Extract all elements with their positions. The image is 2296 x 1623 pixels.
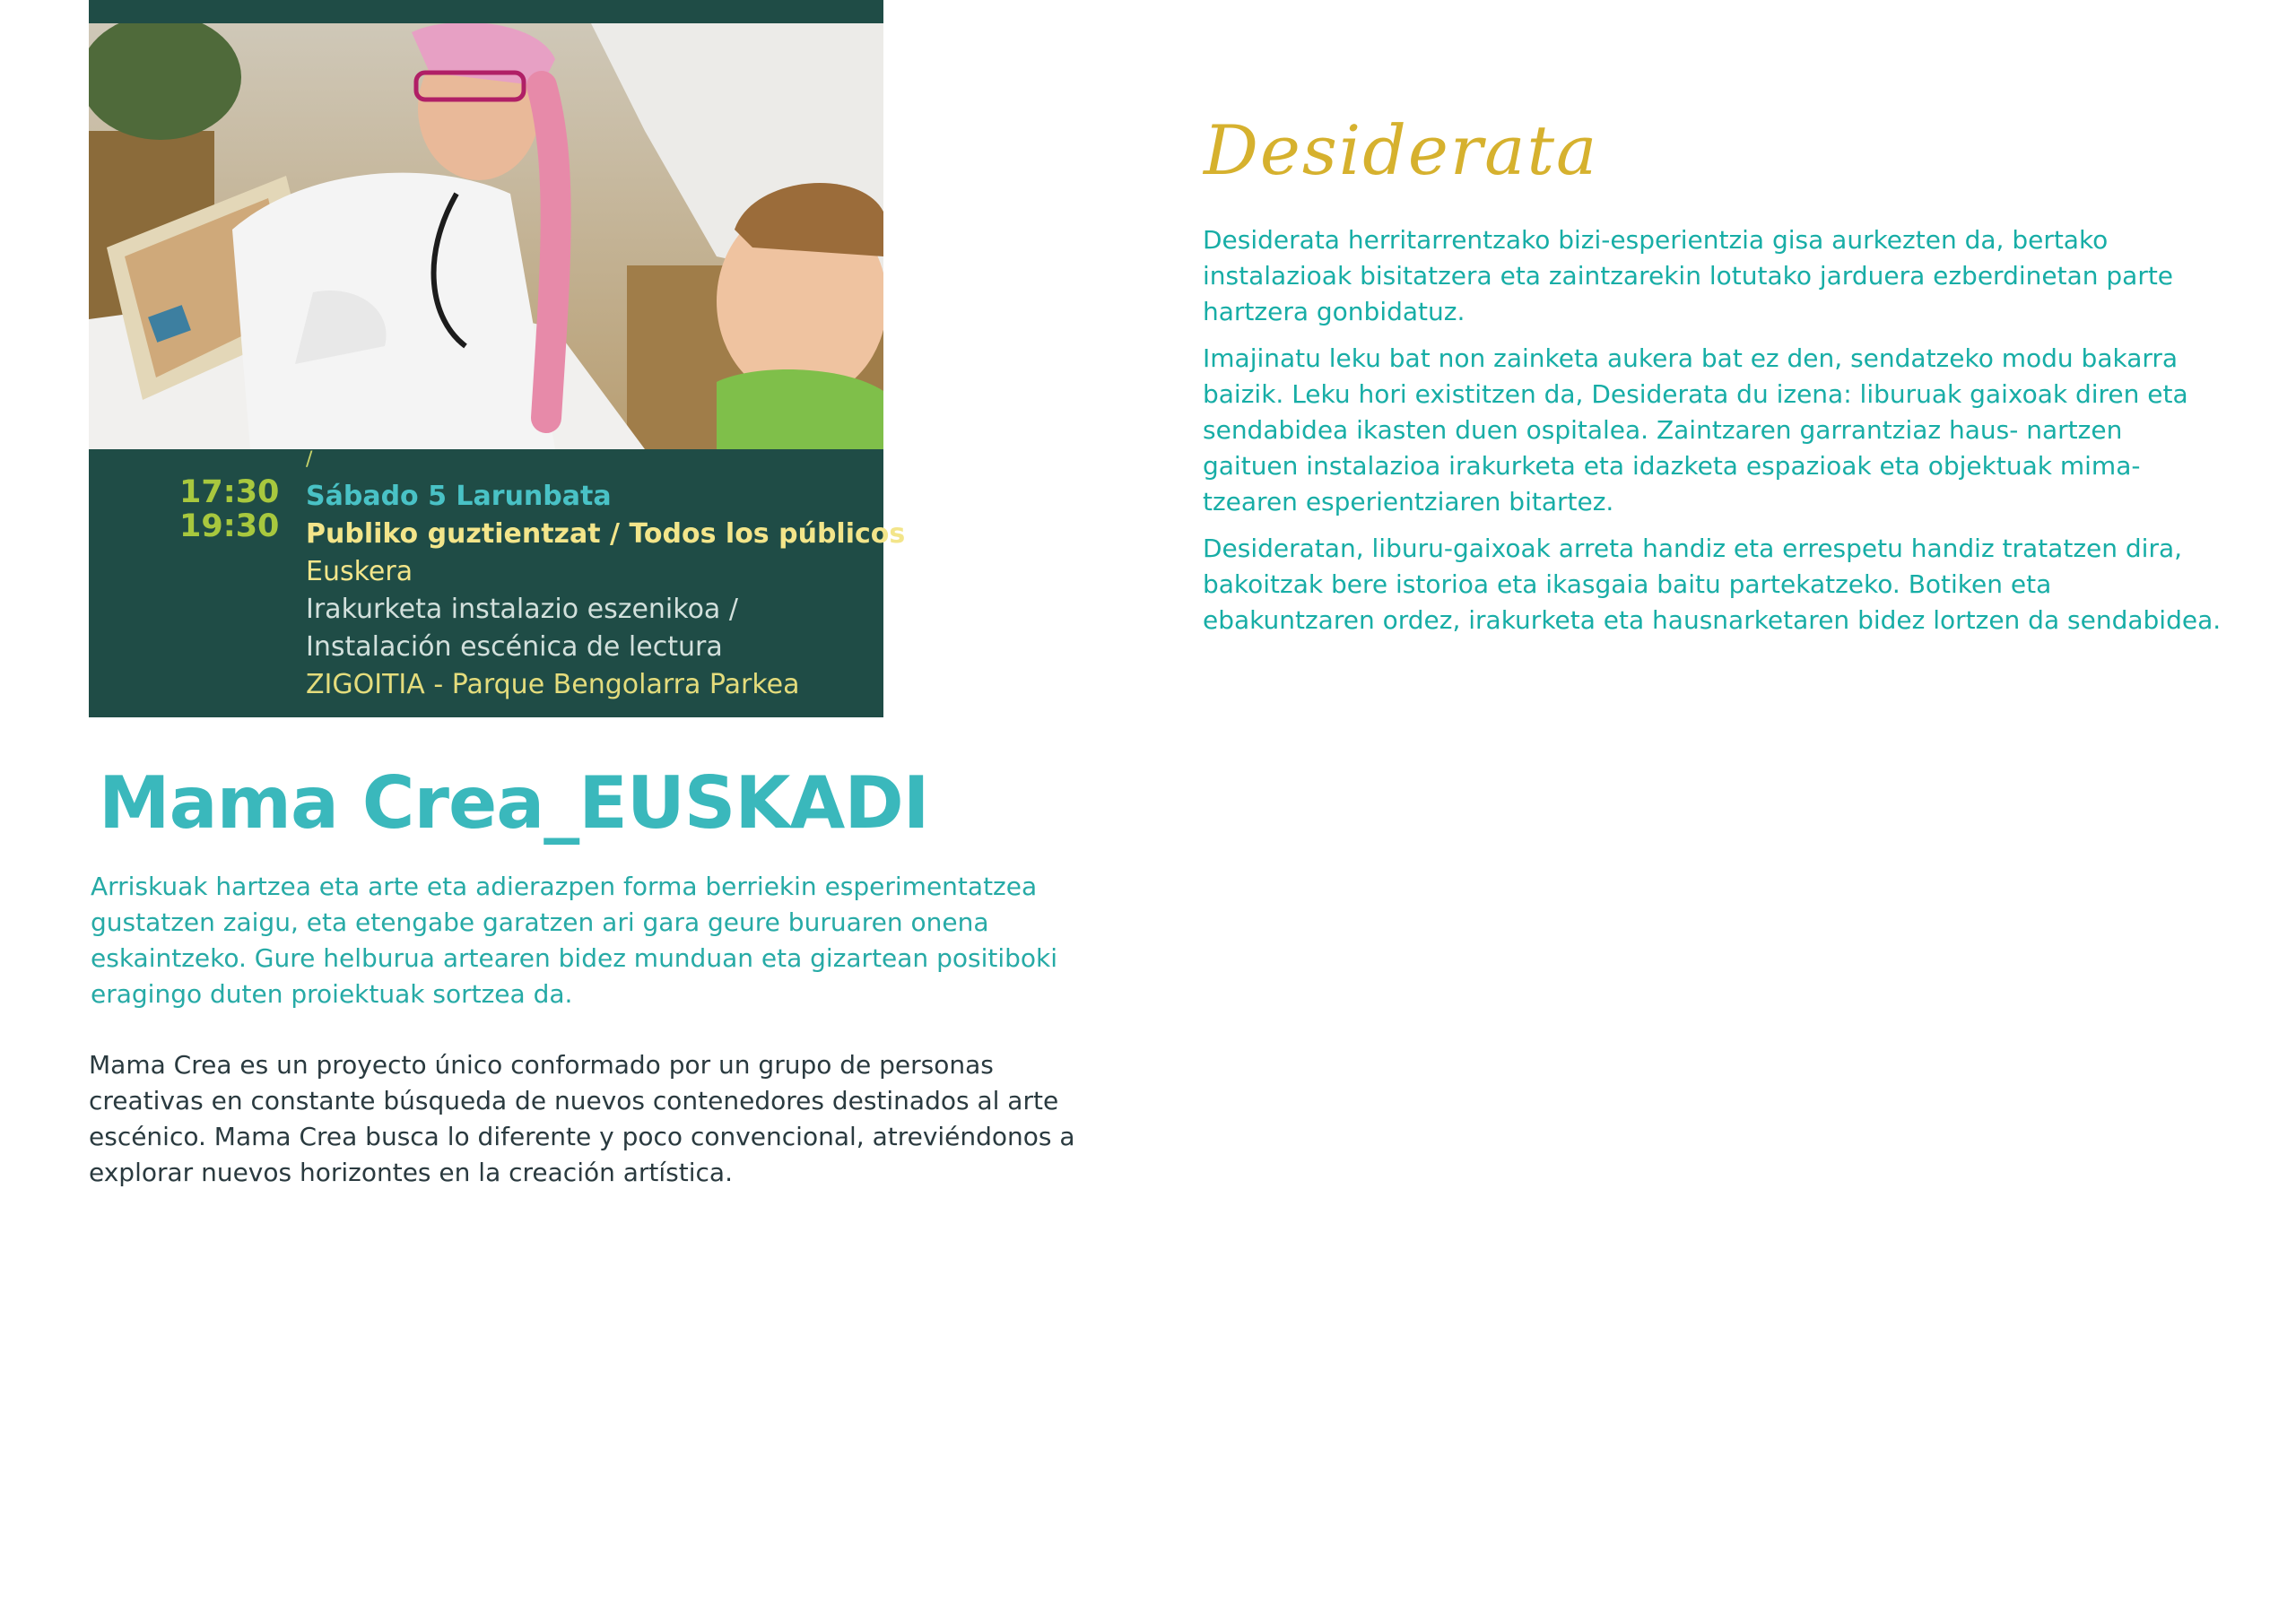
show-title: Desiderata: [1204, 110, 1599, 190]
event-day: Sábado 5 Larunbata: [306, 481, 612, 512]
event-description-2: Instalación escénica de lectura: [306, 631, 723, 663]
event-audience: Publiko guztientzat / Todos los públicos: [306, 518, 906, 550]
event-time-2: 19:30: [179, 508, 280, 544]
event-card: [89, 0, 906, 717]
event-location: ZIGOITIA - Parque Bengolarra Parkea: [306, 669, 800, 700]
event-language: Euskera: [306, 556, 413, 587]
company-title: Mama Crea_EUSKADI: [99, 761, 929, 845]
show-paragraph-1: Desiderata herritarrentzako bizi-esperientzia gisa aurkezten da, bertako instalazioak bisitatzera eta zaintzarekin lotutako jarduera ezberdinetan parte hartzera gonbidatuz.: [1203, 225, 2174, 326]
event-time-1: 17:30: [179, 474, 280, 510]
show-paragraph-3: Desideratan, liburu-gaixoak arreta handiz eta errespetu handiz tratatzen dira, bakoitzak bere istorioa eta ikasgaia baitu partekatzeko. Botiken eta ebakuntzaren ordez, irakurketa eta hausnarketaren bidez lortzen da sendabidea.: [1203, 534, 2222, 635]
tick-mark: /: [306, 448, 313, 471]
company-text-es: Mama Crea es un proyecto único conformado por un grupo de personas creativas en constante búsqueda de nuevos contenedores destinados al arte escénico. Mama Crea busca lo diferente y poco convencional, atreviéndonos a explorar nuevos horizontes en la creación artística.: [89, 1050, 1075, 1187]
event-description-1: Irakurketa instalazio eszenikoa /: [306, 594, 738, 625]
company-text-eu: Arriskuak hartzea eta arte eta adierazpen forma berriekin esperimentatzea gustatzen zaigu, eta etengabe garatzen ari gara geure buruaren onena eskaintzeko. Gure helburua artearen bidez munduan eta gizartean positiboki eragingo duten proiektuak sortzea da.: [91, 872, 1057, 1009]
show-paragraph-2: Imajinatu leku bat non zainketa aukera bat ez den, sendatzeko modu bakarra baizik. Leku hori existitzen da, Desiderata du izena: liburuak gaixoak diren eta sendabidea ikasten duen ospitalea. Zaintzaren garrantziaz haus- nartzen gaituen instalazioa irakurketa eta idazketa espazioak eta objektuak mima- tzearen esperientziaren bitartez.: [1203, 343, 2188, 516]
event-photo: [89, 23, 883, 449]
event-details: [306, 478, 905, 704]
show-description: [1203, 222, 2225, 649]
event-photo-illustration: [89, 23, 883, 449]
event-times: [179, 474, 280, 544]
